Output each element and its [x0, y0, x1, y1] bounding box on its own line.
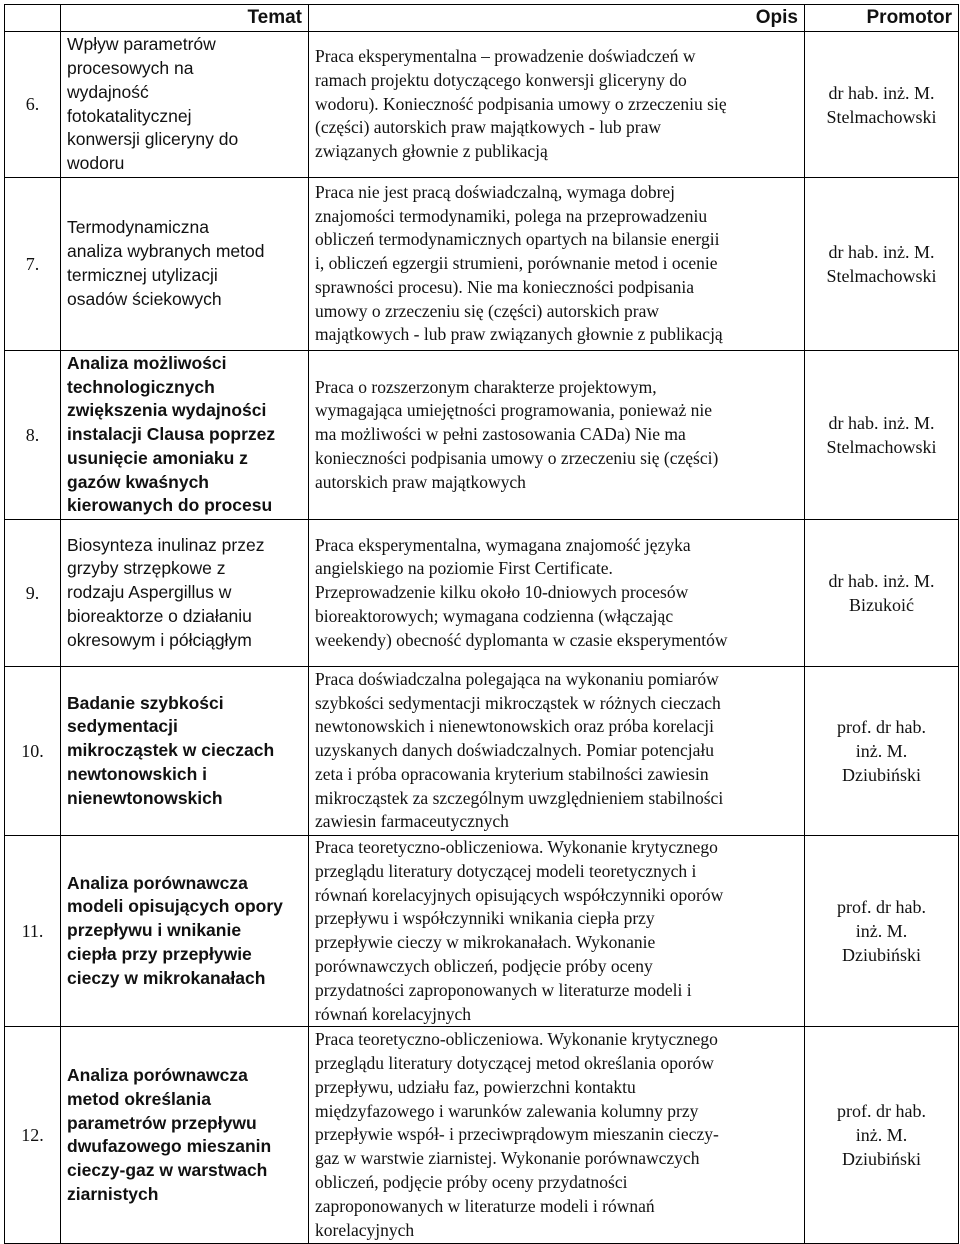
header-num-cell — [5, 5, 61, 32]
supervisor-cell — [805, 520, 959, 667]
description-cell-line: autorskich praw majątkowych — [315, 471, 526, 492]
topic-cell-line: Analiza możliwości — [67, 352, 227, 373]
row-number: 8. — [5, 351, 61, 520]
description-cell — [309, 836, 805, 1027]
description-cell-line: gaz w warstwie ziarnistej. Wykonanie porównawczych — [315, 1148, 700, 1169]
supervisor-cell — [805, 32, 959, 178]
topic-cell-line: termicznej utylizacji — [67, 265, 218, 285]
description-cell-line: porównawczych obliczeń, podjęcie próby oceny — [315, 955, 653, 976]
table-row — [5, 32, 959, 178]
topic-cell-line: gazów kwaśnych — [67, 471, 209, 492]
topic-cell-line: fotokatalitycznej — [67, 105, 192, 126]
description-cell — [309, 32, 805, 178]
supervisor-cell-line: dr hab. inż. M. — [828, 413, 935, 433]
supervisor-cell-line: Stelmachowski — [826, 266, 937, 286]
supervisor-cell — [805, 1027, 959, 1244]
table-body — [5, 32, 959, 1244]
description-cell-line: przepływie współ- i przeciwprądowym mieszanin cieczy- — [315, 1124, 719, 1145]
topic-cell — [61, 351, 309, 520]
description-cell-line: międzyfazowego i warunków zalewania kolumny przy — [315, 1100, 699, 1121]
table-row — [5, 1027, 959, 1244]
description-cell-line: ma możliwości w pełni zastosowania CADa) Nie ma — [315, 424, 686, 445]
row-number: 11. — [5, 836, 61, 1027]
description-cell-line: newtonowskich i nienewtonowskich oraz próba korelacji — [315, 716, 714, 737]
topic-cell-line: kierowanych do procesu — [67, 495, 273, 516]
topic-cell-line: technologicznych — [67, 376, 215, 397]
topic-cell-line: mikrocząstek w cieczach — [67, 740, 275, 761]
topic-cell-line: konwersji gliceryny do — [67, 129, 239, 150]
topic-cell — [61, 1027, 309, 1244]
description-cell-line: przeglądu literatury dotyczącej metod określania oporów — [315, 1053, 714, 1074]
description-cell-line: korelacyjnych — [315, 1219, 415, 1240]
topic-cell-line: ciepła przy przepływie — [67, 944, 252, 965]
supervisor-cell-line: inż. M. — [855, 741, 908, 761]
description-cell-line: mikrocząstek za szczególnym uwzględnieniem stabilności — [315, 787, 724, 808]
topic-cell — [61, 667, 309, 836]
description-cell-line: obliczeń termodynamicznych opartych na bilansie energii — [315, 229, 720, 250]
table-row — [5, 178, 959, 351]
description-cell-line: równań korelacyjnych — [315, 1003, 471, 1024]
supervisor-cell-line: prof. dr hab. — [837, 897, 926, 918]
topic-cell — [61, 32, 309, 178]
table-row — [5, 351, 959, 520]
topic-cell-line: dwufazowego mieszanin — [67, 1136, 272, 1157]
description-cell-line: angielskiego na poziomie First Certificate. — [315, 558, 613, 579]
description-cell-line: wodoru). Konieczność podpisania umowy o zrzeczeniu się — [315, 93, 727, 114]
topic-cell-line: newtonowskich i — [67, 763, 208, 784]
topic-cell-line: okresowym i półciągłym — [67, 629, 252, 650]
description-cell-line: znajomości termodynamiki, polega na przeprowadzeniu — [315, 205, 708, 226]
supervisor-cell-line: Stelmachowski — [826, 437, 937, 457]
description-cell-line: bioreaktorowych; wymagana codzienna (włączając — [315, 605, 674, 626]
description-cell — [309, 178, 805, 351]
topic-cell-line: nienewtonowskich — [67, 787, 223, 808]
topic-cell-line: Analiza porównawcza — [67, 872, 248, 893]
topic-cell-line: zwiększenia wydajności — [67, 400, 267, 421]
description-cell-line: Praca nie jest pracą doświadczalną, wymaga dobrej — [315, 181, 676, 202]
supervisor-cell-line: dr hab. inż. M. — [828, 571, 935, 591]
description-cell-line: uzyskanych danych doświadczalnych. Pomiar potencjału — [315, 740, 714, 761]
topic-cell-line: analiza wybranych metod — [67, 241, 265, 262]
description-cell-line: wymagająca umiejętności programowania, ponieważ nie — [315, 400, 712, 421]
topic-cell-line: instalacji Clausa poprzez — [67, 424, 276, 445]
topic-cell-line: parametrów przepływu — [67, 1112, 257, 1133]
supervisor-cell-line: dr hab. inż. M. — [828, 242, 935, 262]
description-cell-line: konieczności podpisania umowy o zrzeczeniu się (części) — [315, 447, 719, 468]
supervisor-cell-line: Bizukoić — [849, 595, 914, 615]
description-cell-line: zeta i próba opracowania kryterium stabilności zawiesin — [315, 763, 709, 784]
description-cell-line: Praca teoretyczno-obliczeniowa. Wykonanie krytycznego — [315, 1029, 718, 1050]
table-header-row — [5, 5, 959, 32]
row-number: 10. — [5, 667, 61, 836]
topic-cell-line: procesowych na — [67, 57, 194, 78]
supervisor-cell-line: Dziubiński — [842, 765, 921, 785]
topic-cell — [61, 178, 309, 351]
topic-cell-line: przepływu i wnikanie — [67, 920, 242, 941]
header-temat: Temat — [61, 5, 309, 32]
table-row — [5, 836, 959, 1027]
supervisor-cell-line: prof. dr hab. — [837, 1101, 926, 1122]
description-cell-line: weekendy) obecność dyplomanta w czasie eksperymentów — [315, 629, 728, 650]
description-cell-line: ramach projektu dotyczącego konwersji gliceryny do — [315, 69, 687, 90]
description-cell — [309, 1027, 805, 1244]
description-cell-line: majątkowych - lub praw związanych głownie z publikacją — [315, 324, 723, 345]
supervisor-cell-line: dr hab. inż. M. — [828, 82, 935, 103]
description-cell-line: przydatności zaproponowanych w literaturze modeli i — [315, 979, 692, 1000]
description-cell-line: Praca o rozszerzonym charakterze projektowym, — [315, 376, 657, 397]
supervisor-cell — [805, 836, 959, 1027]
table-row — [5, 667, 959, 836]
supervisor-cell — [805, 667, 959, 836]
row-number: 7. — [5, 178, 61, 351]
topic-cell-line: bioreaktorze o działaniu — [67, 605, 252, 626]
topic-cell-line: Wpływ parametrów — [67, 34, 216, 55]
description-cell-line: Praca eksperymentalna, wymagana znajomość języka — [315, 534, 691, 555]
topic-cell-line: sedymentacji — [67, 716, 178, 737]
topic-cell-line: grzyby strzępkowe z — [67, 558, 226, 579]
header-opis: Opis — [309, 5, 805, 32]
topic-cell-line: Analiza porównawcza — [67, 1064, 248, 1085]
description-cell-line: Praca eksperymentalna – prowadzenie doświadczeń w — [315, 46, 696, 66]
supervisor-cell-line: Stelmachowski — [826, 106, 937, 127]
topic-cell — [61, 520, 309, 667]
topic-cell-line: Termodynamiczna — [67, 217, 209, 238]
topic-cell-line: rodzaju Aspergillus w — [67, 582, 232, 603]
description-cell-line: Przeprowadzenie kilku około 10-dniowych procesów — [315, 582, 689, 603]
table-row — [5, 520, 959, 667]
topic-cell-line: wodoru — [67, 153, 125, 174]
description-cell-line: Praca doświadczalna polegająca na wykonaniu pomiarów — [315, 668, 719, 689]
description-cell-line: sprawności procesu). Nie ma konieczności podpisania — [315, 276, 695, 297]
description-cell — [309, 351, 805, 520]
description-cell-line: szybkości sedymentacji mikrocząstek w różnych cieczach — [315, 692, 721, 713]
description-cell-line: przepływu i współczynniki wnikania ciepła przy — [315, 908, 655, 929]
header-promotor: Promotor — [805, 5, 959, 32]
description-cell-line: (części) autorskich praw majątkowych - lub praw — [315, 117, 661, 138]
row-number: 6. — [5, 32, 61, 178]
topic-cell-line: cieczy w mikrokanałach — [67, 967, 266, 988]
topic-cell-line: Badanie szybkości — [67, 692, 224, 713]
description-cell — [309, 667, 805, 836]
supervisor-cell-line: inż. M. — [855, 1125, 908, 1146]
topic-cell-line: wydajność — [67, 81, 149, 102]
supervisor-cell-line: prof. dr hab. — [837, 717, 926, 737]
supervisor-cell — [805, 351, 959, 520]
topic-cell-line: ziarnistych — [67, 1183, 159, 1204]
topic-cell-line: osadów ściekowych — [67, 288, 222, 309]
supervisor-cell-line: inż. M. — [855, 921, 908, 942]
topic-cell-line: usunięcie amoniaku z — [67, 447, 248, 468]
description-cell — [309, 520, 805, 667]
supervisor-cell — [805, 178, 959, 351]
description-cell-line: przepływie cieczy w mikrokanałach. Wykonanie — [315, 932, 656, 953]
description-cell-line: związanych głownie z publikacją — [315, 141, 548, 162]
thesis-topics-table — [4, 4, 959, 1244]
description-cell-line: i, obliczeń egzergii strumieni, porównanie metod i ocenie — [315, 253, 718, 274]
row-number: 12. — [5, 1027, 61, 1244]
description-cell-line: zaproponowanych w literaturze modeli i równań — [315, 1195, 655, 1216]
supervisor-cell-line: Dziubiński — [842, 1149, 921, 1170]
topic-cell-line: metod określania — [67, 1088, 211, 1109]
description-cell-line: Praca teoretyczno-obliczeniowa. Wykonanie krytycznego — [315, 837, 718, 857]
description-cell-line: obliczeń, podjęcie próby oceny przydatności — [315, 1172, 628, 1193]
description-cell-line: zawiesin farmaceutycznych — [315, 811, 509, 832]
description-cell-line: umowy o zrzeczeniu się (części) autorskich praw — [315, 300, 660, 321]
topic-cell-line: Biosynteza inulinaz przez — [67, 534, 265, 555]
topic-cell — [61, 836, 309, 1027]
description-cell-line: przeglądu literatury dotyczącej modeli teoretycznych i — [315, 860, 697, 881]
topic-cell-line: cieczy-gaz w warstwach — [67, 1160, 268, 1181]
description-cell-line: przepływu, udziału faz, powierzchni kontaktu — [315, 1076, 636, 1097]
supervisor-cell-line: Dziubiński — [842, 945, 921, 966]
row-number: 9. — [5, 520, 61, 667]
description-cell-line: równań korelacyjnych opisujących współczynniki oporów — [315, 884, 724, 905]
topic-cell-line: modeli opisujących opory — [67, 896, 283, 917]
